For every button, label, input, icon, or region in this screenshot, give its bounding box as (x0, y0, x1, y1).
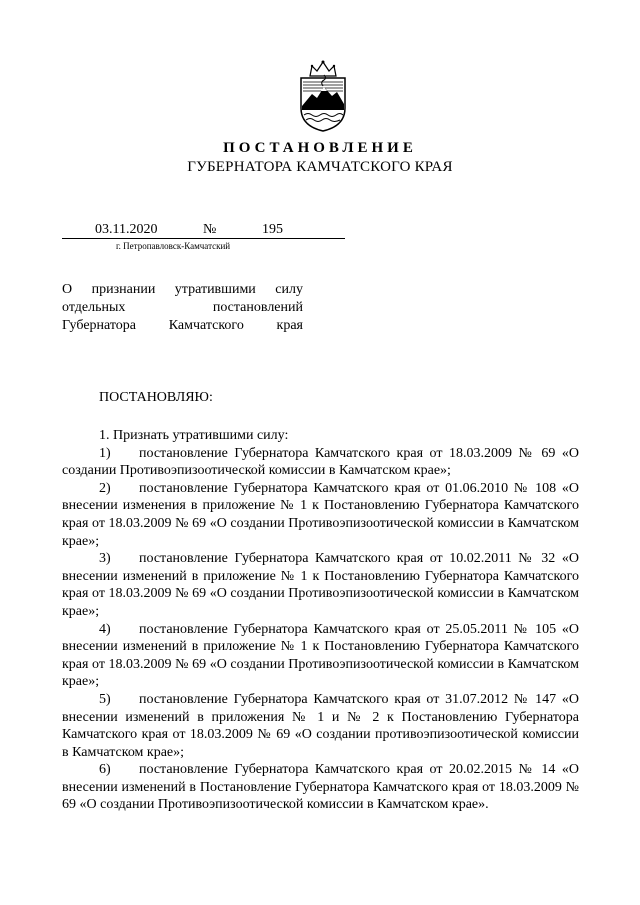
item-text: постановление Губернатора Камчатского края от 10.02.2011 № 32 «О внесении изменений в приложение № 1 к Постановлению Губернатора Камчатского края от 18.03.2009 № 69 «О создании Противоэпизоотической комиссии в Камчатском крае»; (62, 551, 579, 619)
kamchatka-coat-of-arms-icon (298, 58, 348, 133)
item-number: 4) (99, 621, 111, 637)
document-title: ПОСТАНОВЛЕНИЕ (223, 140, 417, 156)
item-number: 6) (99, 762, 111, 778)
item-number: 3) (99, 551, 111, 567)
item-text: постановление Губернатора Камчатского края от 18.03.2009 № 69 «О создании Противоэпизоотической комиссии в Камчатском крае»; (62, 445, 579, 479)
subject-line: О признании утратившими силу (62, 282, 303, 297)
document-number: 195 (262, 222, 283, 237)
item-number: 1) (99, 445, 111, 461)
list-item (62, 761, 579, 814)
document-date: 03.11.2020 (95, 222, 158, 237)
item-number: 2) (99, 480, 111, 496)
item-text: постановление Губернатора Камчатского края от 31.07.2012 № 147 «О внесении изменений в приложения № 1 и № 2 к Постановлению Губернатора Камчатского края от 18.03.2009 № 69 «О создании противоэпизоотической комиссии в Камчатском крае»; (62, 691, 579, 760)
list-item (62, 550, 579, 620)
document-subtitle: ГУБЕРНАТОРА КАМЧАТСКОГО КРАЯ (187, 159, 453, 175)
item-text: постановление Губернатора Камчатского края от 25.05.2011 № 105 «О внесении изменений в приложение № 1 к Постановлению Губернатора Камчатского края от 18.03.2009 № 69 «О создании Противоэпизоотической комиссии в Камчатском крае»; (62, 621, 579, 690)
item-text: постановление Губернатора Камчатского края от 01.06.2010 № 108 «О внесении изменения в приложение № 1 к Постановлению Губернатора Камчатского края от 18.03.2009 № 69 «О создании Противоэпизоотической комиссии в Камчатском крае»; (62, 480, 579, 549)
document-body (62, 427, 579, 814)
item-number: 5) (99, 691, 111, 707)
subject-line: отдельных постановлений (62, 300, 303, 315)
list-item (62, 445, 579, 480)
document-subject (62, 281, 303, 335)
date-number-line (62, 222, 345, 239)
list-item (62, 621, 579, 691)
list-item (62, 691, 579, 761)
decree-word: ПОСТАНОВЛЯЮ: (99, 390, 213, 405)
list-item (62, 480, 579, 550)
document-city: г. Петропавловск-Камчатский (116, 241, 231, 251)
body-intro: 1. Признать утратившими силу: (99, 428, 289, 443)
number-sign: № (203, 222, 217, 237)
subject-line: Губернатора Камчатского края (62, 318, 303, 333)
item-text: постановление Губернатора Камчатского края от 20.02.2015 № 14 «О внесении изменений в Постановление Губернатора Камчатского края от 18.03.2009 № 69 «О создании Противоэпизоотической комиссии в Камчатском крае». (62, 762, 579, 813)
